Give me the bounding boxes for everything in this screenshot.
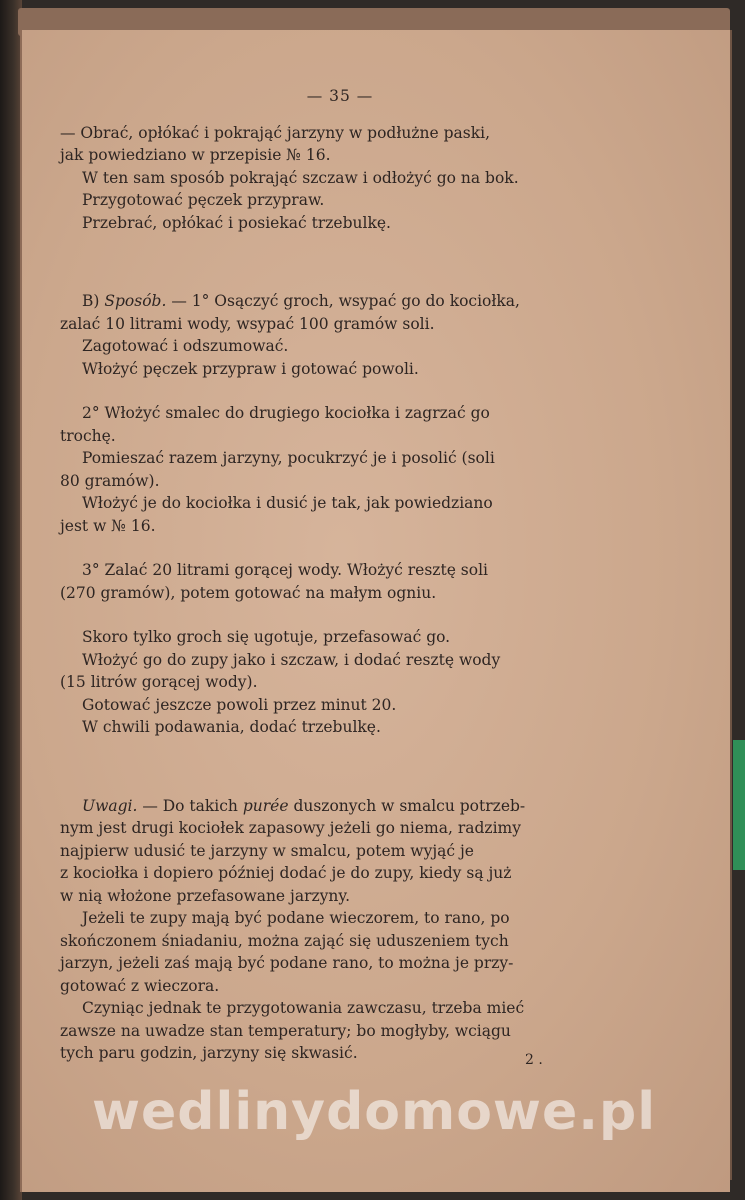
text-line: nym jest drugi kociołek zapasowy jeżeli go niema, radzimy [60,819,521,837]
section-gap [60,234,620,290]
text-line: skończonem śniadaniu, można zająć się uduszeniem tych [60,931,509,950]
paragraph-gap [60,604,620,626]
text-line [60,290,620,313]
text-line: (15 litrów gorącej wody). [60,673,258,691]
text-line: Jeżeli te zupy mają być podane wieczorem, to rano, po [82,909,510,927]
text-line: Przebrać, opłókać i posiekać trzebulkę. [82,213,391,232]
text-line: Pomieszać razem jarzyny, pocukrzyć je i posolić (soli [82,449,495,467]
text-line: jak powiedziano w przepisie № 16. [60,146,331,164]
text-line: Włożyć je do kociołka i dusić je tak, jak powiedziano [82,494,493,512]
text-line: 2° Włożyć smalec do drugiego kociołka i zagrzać go [82,404,490,422]
text-line: Włożyć go do zupy jako i szczaw, i dodać resztę wody [82,650,501,669]
text-line: W chwili podawania, dodać trzebulkę. [82,718,381,736]
text-run: Sposób. [104,292,167,310]
text-line: (270 gramów), potem gotować na małym ogniu. [60,583,437,602]
text-line: — Obrać, opłókać i pokrająć jarzyny w podłużne paski, [60,123,490,142]
text-line: 3° Zalać 20 litrami gorącej wody. Włożyć resztę soli [82,561,488,579]
text-line: Czyniąc jednak te przygotowania zawczasu, trzeba mieć [82,999,525,1017]
text-line: Przygotować pęczek przypraw. [82,191,325,209]
text-line: najpierw udusić te jarzyny w smalcu, potem wyjąć je [60,841,474,860]
text-blocks [60,122,620,1065]
text-run: B) [82,292,105,310]
text-run: Uwagi. [82,796,138,815]
text-run: — 1° Osączyć groch, wsypać go do kociołka, [166,292,520,310]
text-line: tych paru godzin, jarzyny się skwasić. [60,1044,358,1062]
page-number: — 35 — [306,87,374,105]
text-line: zalać 10 litrami wody, wsypać 100 gramów soli. [60,314,435,333]
text-run: — Do takich [137,796,243,815]
text-run: purée [242,796,289,815]
text-line: Zagotować i odszumować. [82,337,289,355]
text-run: duszonych w smalcu potrzeb- [288,796,526,815]
watermark: wedlinydomowe.pl [91,1082,657,1142]
paragraph-gap [60,537,620,559]
text-line: Gotować jeszcze powoli przez minut 20. [82,695,397,714]
text-line: Włożyć pęczek przypraw i gotować powoli. [82,359,419,378]
text-line: jarzyn, jeżeli zaś mają być podane rano, to można je przy- [60,954,514,972]
book-spine [0,0,22,1200]
text-line: zawsze na uwadze stan temperatury; bo mogłyby, wciągu [60,1021,511,1040]
text-line: gotować z wieczora. [60,976,220,995]
page-body [60,85,620,1065]
text-line [60,795,620,818]
text-line: jest w № 16. [60,516,156,535]
text-line: z kociołka i dopiero później dodać je do zupy, kiedy są już [60,864,512,882]
text-line: Skoro tylko groch się ugotuje, przefasować go. [82,628,451,646]
section-gap [60,739,620,795]
green-edge-tab [733,740,745,870]
paragraph-gap [60,380,620,402]
signature-mark: 2 . [525,1052,543,1068]
text-line: trochę. [60,426,116,445]
text-line: 80 gramów). [60,471,160,490]
text-line: W ten sam sposób pokrająć szczaw i odłożyć go na bok. [82,168,519,187]
text-line: w nią włożone przefasowane jarzyny. [60,886,351,905]
